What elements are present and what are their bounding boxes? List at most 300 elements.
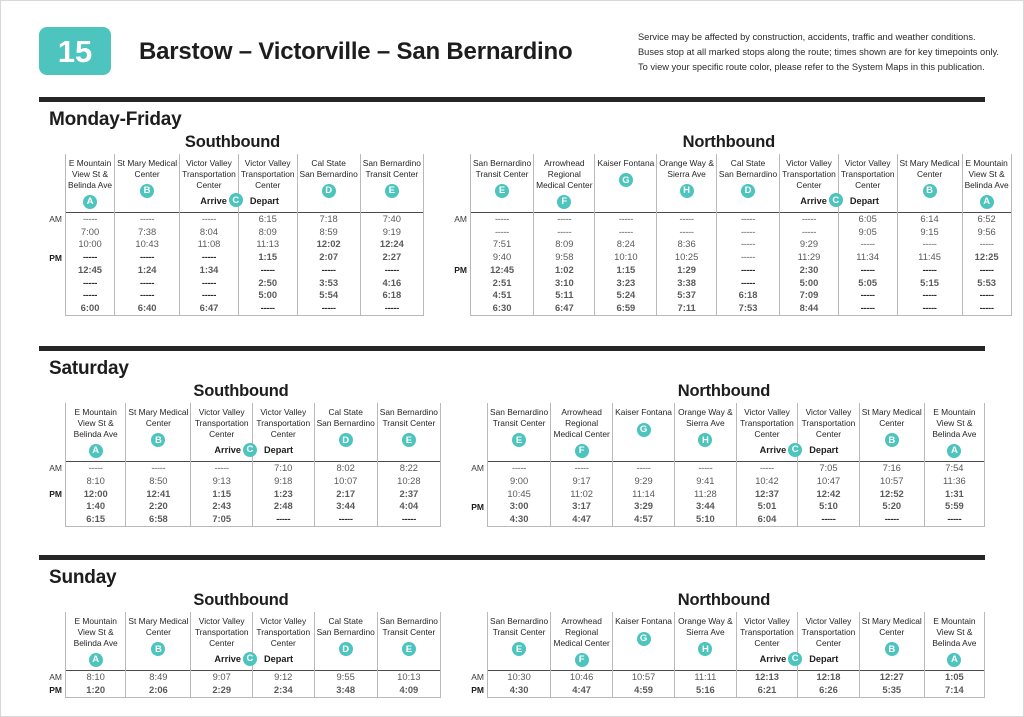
time-cell: 9:13 [191,475,253,488]
column-header-e_mountain: E Mountain View St & Belinda Ave A [962,154,1011,213]
column-header-orange_way: Orange Way & Sierra Ave H [675,612,737,671]
time-cell: 9:18 [252,475,314,488]
time-cell: 5:54 [297,290,360,303]
time-cell: 7:53 [716,303,779,316]
stop-badge-a: A [980,195,994,209]
time-cell: 10:28 [377,475,440,488]
stop-badge-b: B [885,433,899,447]
pm-label: PM [49,488,62,499]
section-rule [39,555,985,560]
time-cell: ----- [962,264,1011,277]
time-cell: 8:10 [66,475,126,488]
time-cell: ----- [470,213,533,226]
stop-badge-b: B [140,184,154,198]
time-cell: 6:18 [360,290,423,303]
schedule-row [66,264,424,277]
time-cell: 8:59 [297,226,360,239]
depart-label: Depart [263,445,294,456]
section-title-sat: Saturday [49,358,129,380]
time-cell: ----- [66,277,115,290]
time-cell: ----- [657,213,717,226]
column-header-sbtc: San Bernardino Transit Center E [487,403,550,462]
time-cell: 12:02 [297,239,360,252]
time-cell: 6:52 [962,213,1011,226]
pm-label: PM [471,685,484,696]
schedule-row [66,671,441,684]
column-header-sbtc: San Bernardino Transit Center E [360,154,423,213]
schedule-row [487,488,984,501]
time-cell: 9:19 [360,226,423,239]
schedule-row [470,303,1011,316]
time-cell: 12:25 [962,251,1011,264]
stop-badge-a: A [947,653,961,667]
time-cell: 9:55 [314,671,377,684]
time-cell: 6:26 [798,684,860,697]
time-cell: ----- [838,264,897,277]
column-header-st_mary: St Mary Medical Center B [126,403,191,462]
column-header-vvtc_depart: Victor Valley Transportation Center Depart [838,154,897,213]
time-cell: 9:40 [470,251,533,264]
section-title-mf: Monday-Friday [49,109,182,131]
stop-badge-h: H [698,642,712,656]
time-cell: 5:24 [595,290,657,303]
time-cell: 5:11 [534,290,595,303]
time-cell: 8:09 [238,226,297,239]
time-cell: 4:57 [613,514,675,527]
stop-badge-g: G [637,632,651,646]
schedule-row [66,462,441,475]
stop-badge-c-wrap [829,193,843,207]
stop-badge-a: A [947,444,961,458]
schedule-row [66,239,424,252]
time-cell: 3:23 [595,277,657,290]
section-sun [1,555,1023,698]
column-header-e_mountain: E Mountain View St & Belinda Ave A [924,612,984,671]
column-header-sbtc: San Bernardino Transit Center E [377,612,440,671]
time-cell: 12:45 [470,264,533,277]
schedule-row [66,488,441,501]
stop-badge-c: C [243,443,257,457]
time-cell: 2:43 [191,501,253,514]
time-cell: ----- [897,303,962,316]
time-cell: ----- [238,264,297,277]
time-cell: 9:12 [252,671,314,684]
am-label: AM [454,214,467,225]
time-cell: 2:07 [297,251,360,264]
ampm-gutter [41,612,65,698]
time-cell: 5:20 [859,501,924,514]
route-number: 15 [57,33,93,69]
time-cell: 2:51 [470,277,533,290]
schedule-table-southbound [65,403,441,527]
time-cell: 8:02 [314,462,377,475]
direction-title-northbound: Northbound [677,591,771,610]
time-cell: 5:53 [962,277,1011,290]
time-cell: 2:50 [238,277,297,290]
time-cell: 7:11 [657,303,717,316]
stop-badge-a: A [89,444,103,458]
direction-title-northbound: Northbound [677,382,771,401]
time-cell: 7:00 [66,226,115,239]
time-cell: 1:29 [657,264,717,277]
column-header-st_mary: St Mary Medical Center B [859,403,924,462]
time-cell: 5:16 [675,684,737,697]
time-cell: 5:00 [780,277,839,290]
schedule-row [470,239,1011,252]
am-label: AM [471,672,484,683]
time-cell: 7:05 [191,514,253,527]
stop-badge-a: A [89,653,103,667]
column-header-kaiser: Kaiser Fontana G [613,403,675,462]
arrive-label: Arrive [759,654,787,665]
notice-line-1: Service may be affected by construction, accidents, traffic and weather conditions. [637,32,976,42]
time-cell: ----- [716,226,779,239]
column-header-vvtc_arrive: Victor Valley Transportation Center Arrive C [191,403,253,462]
column-header-vvtc_arrive: Victor Valley Transportation Center Arrive C [736,403,798,462]
column-header-orange_way: Orange Way & Sierra Ave H [675,403,737,462]
time-cell: 8:10 [66,671,126,684]
time-cell: 11:08 [180,239,239,252]
time-cell: 11:02 [551,488,613,501]
time-cell: 9:29 [613,475,675,488]
time-cell: 11:28 [675,488,737,501]
column-header-sbtc: San Bernardino Transit Center E [377,403,440,462]
time-cell: 1:20 [66,684,126,697]
time-cell: 10:45 [487,488,550,501]
time-cell: 12:41 [126,488,191,501]
time-cell: 4:09 [377,684,440,697]
board-southbound [41,591,441,698]
schedule-sections [1,97,1023,698]
time-cell: 8:49 [126,671,191,684]
column-header-e_mountain: E Mountain View St & Belinda Ave A [66,154,115,213]
time-cell: 12:24 [360,239,423,252]
time-cell: 6:04 [736,514,798,527]
time-cell: 10:46 [551,671,613,684]
board-northbound [446,133,1012,316]
time-cell: ----- [595,213,657,226]
schedule-row [487,462,984,475]
stop-badge-c: C [829,193,843,207]
time-cell: 10:43 [115,239,180,252]
column-header-arrowhead: Arrowhead Regional Medical Center F [551,403,613,462]
schedule-table-southbound [65,154,424,316]
time-cell: ----- [66,290,115,303]
stop-badge-d: D [741,184,755,198]
column-header-vvtc_arrive: Victor Valley Transportation Center Arrive C [180,154,239,213]
column-header-orange_way: Orange Way & Sierra Ave H [657,154,717,213]
stop-badge-c: C [229,193,243,207]
ampm-gutter [41,154,65,316]
time-cell: 11:29 [780,251,839,264]
time-cell: ----- [924,514,984,527]
time-cell: ----- [314,514,377,527]
time-cell: 6:21 [736,684,798,697]
time-cell: 3:48 [314,684,377,697]
time-cell: 2:17 [314,488,377,501]
time-cell: 11:45 [897,251,962,264]
direction-title-southbound: Southbound [193,591,289,610]
schedule-row [66,514,441,527]
column-header-vvtc_depart: Victor Valley Transportation Center Depart [798,612,860,671]
time-cell: ----- [780,213,839,226]
time-cell: 4:47 [551,684,613,697]
direction-title-northbound: Northbound [682,133,775,152]
arrive-label: Arrive [800,196,827,206]
time-cell: 9:56 [962,226,1011,239]
time-cell: ----- [66,251,115,264]
time-cell: 1:34 [180,264,239,277]
schedule-row [487,671,984,684]
schedule-row [66,277,424,290]
arrive-label: Arrive [214,654,241,665]
time-cell: ----- [716,251,779,264]
time-cell: ----- [115,213,180,226]
time-cell: 1:24 [115,264,180,277]
stop-badge-e: E [402,642,416,656]
time-cell: 3:38 [657,277,717,290]
column-header-vvtc_depart: Victor Valley Transportation Center Depart [252,403,314,462]
stop-badge-c-wrap [788,652,802,666]
stop-badge-c: C [788,652,802,666]
schedule-table-southbound [65,612,441,698]
time-cell: 10:10 [595,251,657,264]
time-cell: 12:52 [859,488,924,501]
column-header-vvtc_depart: Victor Valley Transportation Center Depart [798,403,860,462]
stop-badge-c: C [788,443,802,457]
time-cell: 3:53 [297,277,360,290]
time-cell: ----- [716,213,779,226]
time-cell: 10:47 [798,475,860,488]
schedule-table-northbound [487,612,985,698]
time-cell: 6:30 [470,303,533,316]
am-label: AM [49,463,62,474]
time-cell: ----- [962,239,1011,252]
time-cell: ----- [962,303,1011,316]
time-cell: 10:57 [613,671,675,684]
time-cell: 4:16 [360,277,423,290]
notice-line-3: To view your specific route color, please refer to the System Maps in this publication. [637,62,985,73]
stop-badge-e: E [495,184,509,198]
time-cell: 4:30 [487,684,550,697]
stop-badge-b: B [151,642,165,656]
depart-label: Depart [809,654,839,665]
board-southbound [41,133,424,316]
time-cell: ----- [115,277,180,290]
stop-badge-h: H [698,433,712,447]
time-cell: ----- [180,213,239,226]
time-cell: 2:20 [126,501,191,514]
stop-badge-b: B [923,184,937,198]
schedule-row [470,251,1011,264]
masthead [1,1,1023,75]
column-header-arrowhead: Arrowhead Regional Medical Center F [551,612,613,671]
column-header-e_mountain: E Mountain View St & Belinda Ave A [66,612,126,671]
time-cell: 7:54 [924,462,984,475]
time-cell: 2:37 [377,488,440,501]
column-header-sbtc: San Bernardino Transit Center E [470,154,533,213]
column-header-st_mary: St Mary Medical Center B [897,154,962,213]
time-cell: 9:58 [534,251,595,264]
time-cell: 5:37 [657,290,717,303]
ampm-gutter [41,403,65,527]
schedule-row [470,213,1011,226]
schedule-row [487,501,984,514]
stop-badge-c-wrap [243,652,257,666]
time-cell: 2:27 [360,251,423,264]
column-header-cal_state: Cal State San Bernardino D [716,154,779,213]
column-header-vvtc_arrive: Victor Valley Transportation Center Arrive C [736,612,798,671]
time-cell: 2:30 [780,264,839,277]
schedule-row [66,475,441,488]
time-cell: ----- [716,264,779,277]
time-cell: 9:41 [675,475,737,488]
time-cell: 2:48 [252,501,314,514]
time-cell: ----- [297,264,360,277]
time-cell: 7:14 [924,684,984,697]
time-cell: ----- [897,290,962,303]
time-cell: ----- [191,462,253,475]
time-cell: 3:00 [487,501,550,514]
section-rule [39,97,985,102]
stop-badge-e: E [385,184,399,198]
time-cell: 6:00 [66,303,115,316]
time-cell: ----- [675,462,737,475]
time-cell: 8:44 [780,303,839,316]
time-cell: ----- [377,514,440,527]
notice-line-2: Buses stop at all marked stops along the route; times shown are for key timepoints only. [637,47,999,58]
time-cell: 10:30 [487,671,550,684]
time-cell: 4:59 [613,684,675,697]
time-cell: 11:14 [613,488,675,501]
time-cell: 10:07 [314,475,377,488]
column-header-cal_state: Cal State San Bernardino D [314,612,377,671]
schedule-table-northbound [470,154,1012,316]
ampm-gutter [463,612,487,698]
schedule-row [66,290,424,303]
time-cell: 5:35 [859,684,924,697]
column-header-st_mary: St Mary Medical Center B [859,612,924,671]
time-cell: 7:40 [360,213,423,226]
time-cell: 1:15 [238,251,297,264]
time-cell: 8:36 [657,239,717,252]
depart-label: Depart [809,445,839,456]
time-cell: 4:51 [470,290,533,303]
schedule-row [66,226,424,239]
time-cell: 8:22 [377,462,440,475]
stop-badge-d: D [339,433,353,447]
time-cell: ----- [838,239,897,252]
time-cell: ----- [657,226,717,239]
stop-badge-h: H [680,184,694,198]
time-cell: 5:05 [838,277,897,290]
schedule-row [487,514,984,527]
time-cell: 9:29 [780,239,839,252]
stop-badge-e: E [512,433,526,447]
time-cell: 5:59 [924,501,984,514]
time-cell: 9:05 [838,226,897,239]
route-number-badge [39,27,111,75]
stop-badge-f: F [575,444,589,458]
time-cell: 1:15 [191,488,253,501]
time-cell: 10:25 [657,251,717,264]
time-cell: ----- [115,290,180,303]
schedule-row [487,475,984,488]
time-cell: 6:47 [180,303,239,316]
time-cell: ----- [716,277,779,290]
pm-label: PM [454,265,467,276]
time-cell: ----- [180,290,239,303]
time-cell: ----- [470,226,533,239]
stop-badge-c-wrap [243,443,257,457]
time-cell: 12:45 [66,264,115,277]
stop-badge-f: F [575,653,589,667]
time-cell: 11:34 [838,251,897,264]
time-cell: 12:37 [736,488,798,501]
time-cell: ----- [595,226,657,239]
time-cell: 5:00 [238,290,297,303]
time-cell: 8:04 [180,226,239,239]
time-cell: 7:16 [859,462,924,475]
time-cell: 12:42 [798,488,860,501]
time-cell: 7:51 [470,239,533,252]
time-cell: ----- [613,462,675,475]
time-cell: ----- [716,239,779,252]
time-cell: ----- [66,462,126,475]
time-cell: 10:00 [66,239,115,252]
time-cell: ----- [487,462,550,475]
time-cell: ----- [838,290,897,303]
time-cell: 1:40 [66,501,126,514]
schedule-row [487,684,984,697]
schedule-row [470,226,1011,239]
stop-badge-e: E [402,433,416,447]
direction-title-southbound: Southbound [184,133,281,152]
stop-badge-d: D [339,642,353,656]
schedule-row [470,290,1011,303]
time-cell: 6:58 [126,514,191,527]
time-cell: 11:11 [675,671,737,684]
time-cell: 2:29 [191,684,253,697]
time-cell: 7:18 [297,213,360,226]
time-cell: 1:15 [595,264,657,277]
time-cell: 12:00 [66,488,126,501]
schedule-row [66,251,424,264]
time-cell: ----- [360,264,423,277]
pm-label: PM [49,252,62,263]
time-cell: 10:42 [736,475,798,488]
time-cell: 9:17 [551,475,613,488]
time-cell: 9:00 [487,475,550,488]
time-cell: 4:04 [377,501,440,514]
column-header-st_mary: St Mary Medical Center B [115,154,180,213]
column-header-arrowhead: Arrowhead Regional Medical Center F [534,154,595,213]
stop-badge-d: D [322,184,336,198]
time-cell: ----- [252,514,314,527]
time-cell: ----- [859,514,924,527]
depart-label: Depart [249,196,279,206]
time-cell: 12:13 [736,671,798,684]
time-cell: 5:01 [736,501,798,514]
direction-title-southbound: Southbound [193,382,289,401]
time-cell: 8:24 [595,239,657,252]
time-cell: 6:05 [838,213,897,226]
time-cell: 10:57 [859,475,924,488]
time-cell: 3:17 [551,501,613,514]
am-label: AM [471,463,484,474]
time-cell: 5:10 [798,501,860,514]
arrive-label: Arrive [214,445,241,456]
